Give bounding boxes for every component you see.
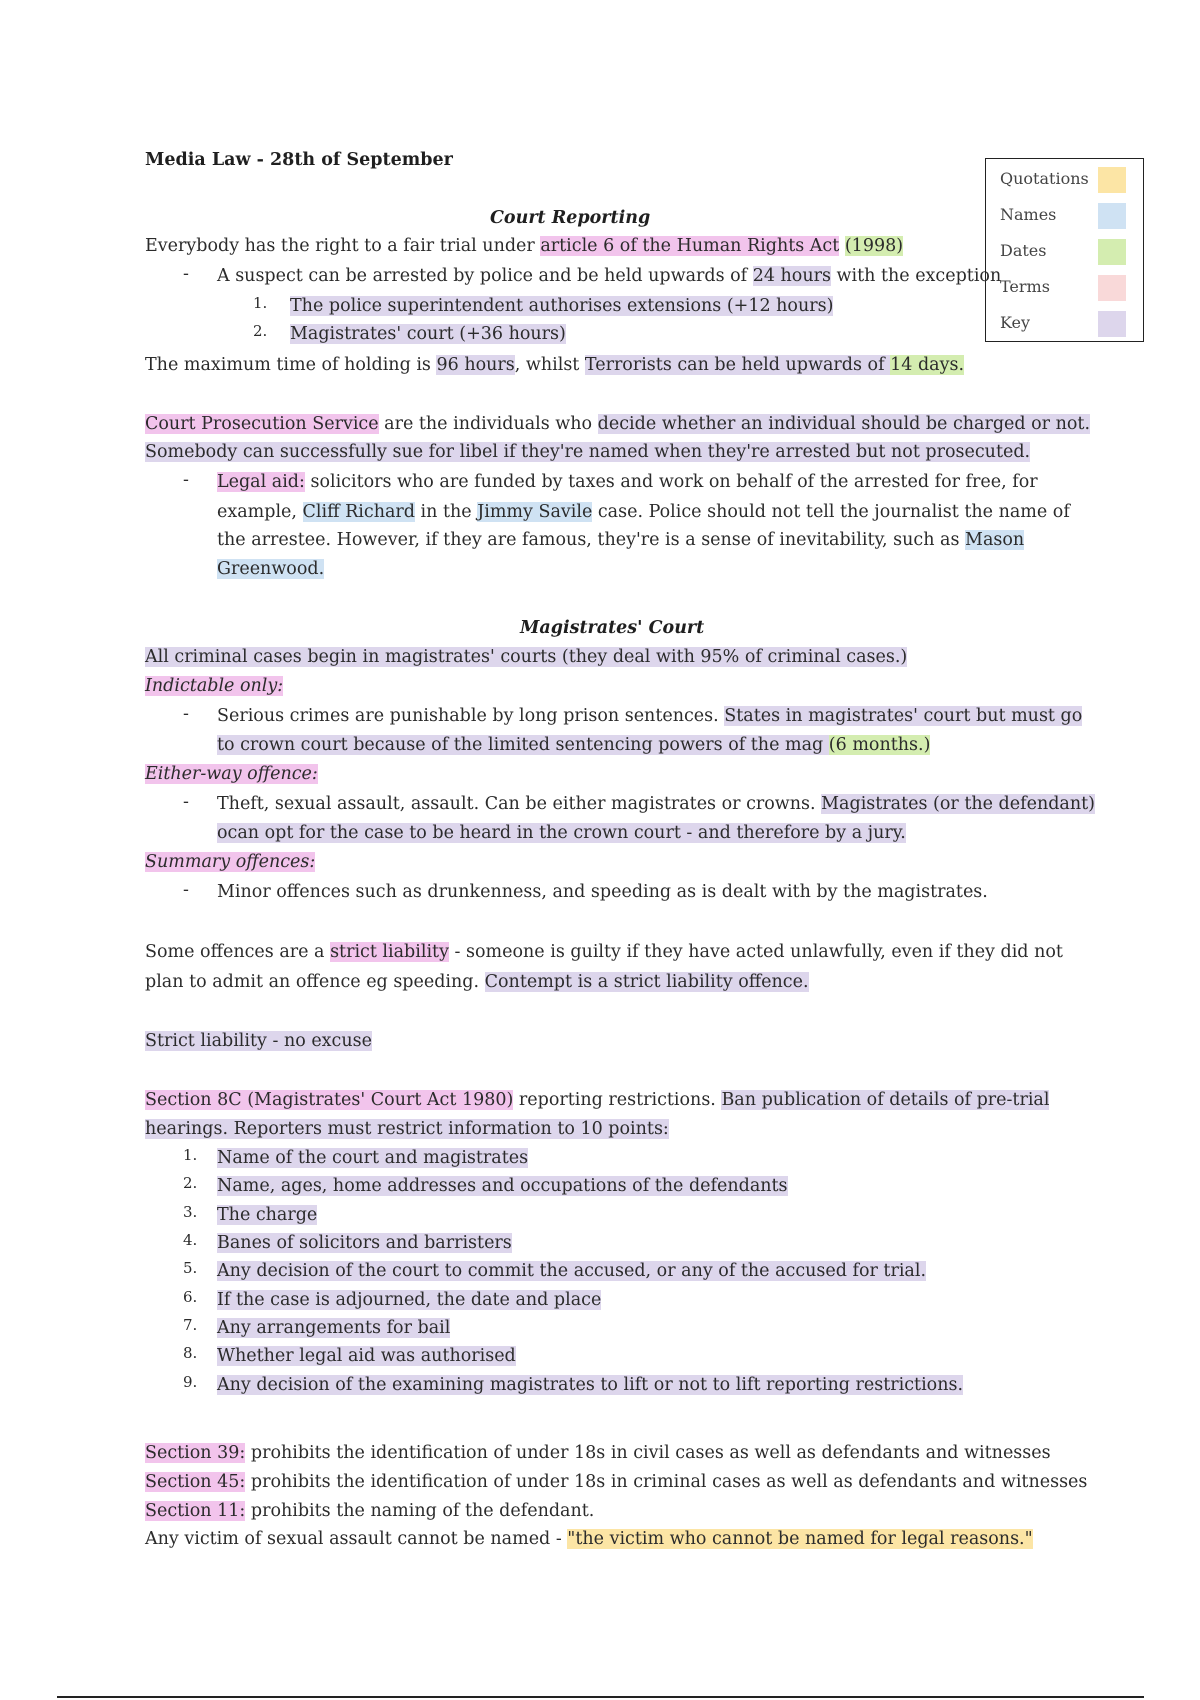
key-highlight: Magistrates' court (+36 hours): [290, 324, 566, 344]
bullet-legal-aid-line2: [217, 500, 1070, 524]
list-number: 6.: [183, 1288, 198, 1306]
document-title: Media Law - 28th of September: [145, 150, 453, 170]
date-highlight: 14 days.: [890, 355, 965, 375]
paragraph-max-holding: [145, 353, 964, 377]
bullet-legal-aid-line4: [217, 557, 324, 581]
list-number: 7.: [183, 1316, 198, 1334]
list-item: [217, 1259, 926, 1283]
term-highlight: Legal aid:: [217, 472, 305, 492]
bullet-either-way-line2: [217, 821, 906, 845]
list-number: 3.: [183, 1203, 198, 1221]
key-highlight: Ban publication of details of pre-trial: [721, 1090, 1050, 1110]
text: The maximum time of holding is: [145, 355, 437, 375]
text: Some offences are a: [145, 942, 331, 962]
list-number: 2.: [253, 322, 268, 340]
term-highlight: Section 8C (Magistrates' Court Act 1980): [145, 1090, 514, 1110]
paragraph-strict-liability: [145, 940, 1063, 964]
key-highlight: The police superintendent authorises extensions (+12 hours): [290, 296, 834, 316]
paragraph-victim: [145, 1527, 1033, 1551]
legend-swatch-terms: [1098, 275, 1126, 301]
term-highlight: Either-way offence:: [145, 764, 318, 784]
date-highlight: (6 months.): [828, 735, 931, 755]
text: Theft, sexual assault, assault. Can be either magistrates or crowns.: [217, 794, 822, 814]
date-highlight: (1998): [844, 236, 904, 256]
section-heading-magistrates-court: Magistrates' Court: [520, 618, 705, 638]
page-bottom-rule: [57, 1696, 1144, 1698]
paragraph-section-39: [145, 1441, 1051, 1465]
highlight-legend: [985, 158, 1144, 342]
key-highlight: Name of the court and magistrates: [217, 1148, 529, 1168]
term-highlight: strict liability: [330, 942, 449, 962]
text: solicitors who are funded by taxes and work on behalf of the arrested for free, for: [304, 472, 1038, 492]
legend-swatch-dates: [1098, 239, 1126, 265]
key-highlight: 24 hours: [752, 266, 831, 286]
key-highlight: The charge: [217, 1205, 318, 1225]
text: the arrestee. However, if they are famous, they're is a sense of inevitability, such as: [217, 530, 966, 550]
text: are the individuals who: [378, 414, 598, 434]
key-highlight: Strict liability - no excuse: [145, 1031, 372, 1051]
subheading-indictable: [145, 674, 283, 698]
key-highlight: Terrorists can be held upwards of: [584, 355, 891, 375]
paragraph-all-cases: [145, 645, 907, 669]
list-number: 4.: [183, 1231, 198, 1249]
text: example,: [217, 502, 303, 522]
bullet-dash: -: [183, 470, 189, 490]
paragraph-section-11: [145, 1499, 594, 1523]
list-number: 9.: [183, 1373, 198, 1391]
section-heading-court-reporting: Court Reporting: [490, 208, 651, 228]
key-highlight: States in magistrates' court but must go: [724, 706, 1083, 726]
term-highlight: Summary offences:: [145, 852, 316, 872]
list-number: 8.: [183, 1344, 198, 1362]
name-highlight: Mason: [965, 530, 1025, 550]
paragraph-cps: [145, 412, 1090, 436]
bullet-dash: -: [183, 704, 189, 724]
term-highlight: Section 45:: [145, 1472, 246, 1492]
bullet-dash: -: [183, 880, 189, 900]
key-highlight: to crown court because of the limited sentencing powers of the mag: [217, 735, 829, 755]
key-highlight: Name, ages, home addresses and occupations of the defendants: [217, 1176, 788, 1196]
bullet-legal-aid: [217, 470, 1038, 494]
subheading-summary: [145, 850, 315, 874]
paragraph-strict-liability-line2: [145, 970, 809, 994]
text: Any victim of sexual assault cannot be named -: [145, 1529, 568, 1549]
text: prohibits the naming of the defendant.: [245, 1501, 595, 1521]
text: prohibits the identification of under 18s in criminal cases as well as defendants and witnesses: [245, 1472, 1088, 1492]
key-highlight: 96 hours: [436, 355, 515, 375]
key-highlight: Any decision of the examining magistrates to lift or not to lift reporting restrictions.: [217, 1375, 964, 1395]
text: - someone is guilty if they have acted unlawfully, even if they did not: [448, 942, 1063, 962]
list-item: [217, 1373, 963, 1397]
paragraph-strict-note: [145, 1029, 372, 1053]
paragraph-section-8c: [145, 1088, 1049, 1112]
name-highlight: Greenwood.: [217, 559, 325, 579]
key-highlight: Magistrates (or the defendant): [821, 794, 1095, 814]
list-item: [217, 1231, 512, 1255]
paragraph-libel: [145, 440, 1030, 464]
bullet-either-way: [217, 792, 1095, 816]
legend-label-quotations: Quotations: [1000, 169, 1089, 188]
term-highlight: Section 11:: [145, 1501, 246, 1521]
name-highlight: Jimmy Savile: [477, 502, 593, 522]
legend-label-key: Key: [1000, 313, 1031, 332]
list-number: 5.: [183, 1259, 198, 1277]
legend-label-dates: Dates: [1000, 241, 1047, 260]
text: reporting restrictions.: [513, 1090, 722, 1110]
text: prohibits the identification of under 18s in civil cases as well as defendants and witnesses: [245, 1443, 1051, 1463]
text: with the exception: [830, 266, 1002, 286]
text: A suspect can be arrested by police and be held upwards of: [217, 266, 753, 286]
subheading-either-way: [145, 762, 318, 786]
term-highlight: Indictable only:: [145, 676, 284, 696]
paragraph-section-8c-line2: [145, 1117, 669, 1141]
key-highlight: decide whether an individual should be charged or not.: [597, 414, 1091, 434]
paragraph-section-45: [145, 1470, 1087, 1494]
key-highlight: Somebody can successfully sue for libel if they're named when they're arrested but not prosecuted.: [145, 442, 1031, 462]
bullet-legal-aid-line3: [217, 528, 1024, 552]
list-item: [217, 1288, 601, 1312]
term-highlight: Court Prosecution Service: [145, 414, 379, 434]
legend-swatch-quotations: [1098, 167, 1126, 193]
list-item: [217, 1203, 317, 1227]
bullet-dash: -: [183, 792, 189, 812]
text: in the: [414, 502, 478, 522]
list-number: 1.: [253, 294, 268, 312]
legend-swatch-key: [1098, 311, 1126, 337]
text: Serious crimes are punishable by long prison sentences.: [217, 706, 725, 726]
list-number: 2.: [183, 1174, 198, 1192]
text: , whilst: [514, 355, 585, 375]
bullet-indictable: [217, 704, 1082, 728]
key-highlight: All criminal cases begin in magistrates' courts (they deal with 95% of criminal cases.): [145, 647, 908, 667]
legend-label-names: Names: [1000, 205, 1057, 224]
bullet-dash: -: [183, 264, 189, 284]
list-item: [217, 1316, 450, 1340]
legend-label-terms: Terms: [1000, 277, 1050, 296]
text: case. Police should not tell the journalist the name of: [592, 502, 1070, 522]
quotation-highlight: "the victim who cannot be named for legal reasons.": [567, 1529, 1033, 1549]
text: plan to admit an offence eg speeding.: [145, 972, 485, 992]
bullet-summary: Minor offences such as drunkenness, and speeding as is dealt with by the magistrates.: [217, 882, 988, 902]
list-item: [217, 1174, 788, 1198]
key-highlight: hearings. Reporters must restrict information to 10 points:: [145, 1119, 669, 1139]
key-highlight: Whether legal aid was authorised: [217, 1346, 516, 1366]
list-number: 1.: [183, 1146, 198, 1164]
list-item: [217, 1146, 528, 1170]
key-highlight: Any arrangements for bail: [217, 1318, 451, 1338]
list-item: [217, 1344, 516, 1368]
bullet-arrest: [217, 264, 1001, 288]
key-highlight: Banes of solicitors and barristers: [217, 1233, 512, 1253]
list-item: [290, 294, 833, 318]
paragraph-fair-trial: [145, 234, 903, 258]
bullet-indictable-line2: [217, 733, 930, 757]
key-highlight: If the case is adjourned, the date and place: [217, 1290, 602, 1310]
legend-swatch-names: [1098, 203, 1126, 229]
key-highlight: ocan opt for the case to be heard in the crown court - and therefore by a jury.: [217, 823, 906, 843]
text: Everybody has the right to a fair trial under: [145, 236, 541, 256]
name-highlight: Cliff Richard: [302, 502, 415, 522]
key-highlight: Any decision of the court to commit the accused, or any of the accused for trial.: [217, 1261, 927, 1281]
key-highlight: Contempt is a strict liability offence.: [484, 972, 809, 992]
term-highlight: article 6 of the Human Rights Act: [540, 236, 840, 256]
list-item: [290, 322, 566, 346]
term-highlight: Section 39:: [145, 1443, 246, 1463]
